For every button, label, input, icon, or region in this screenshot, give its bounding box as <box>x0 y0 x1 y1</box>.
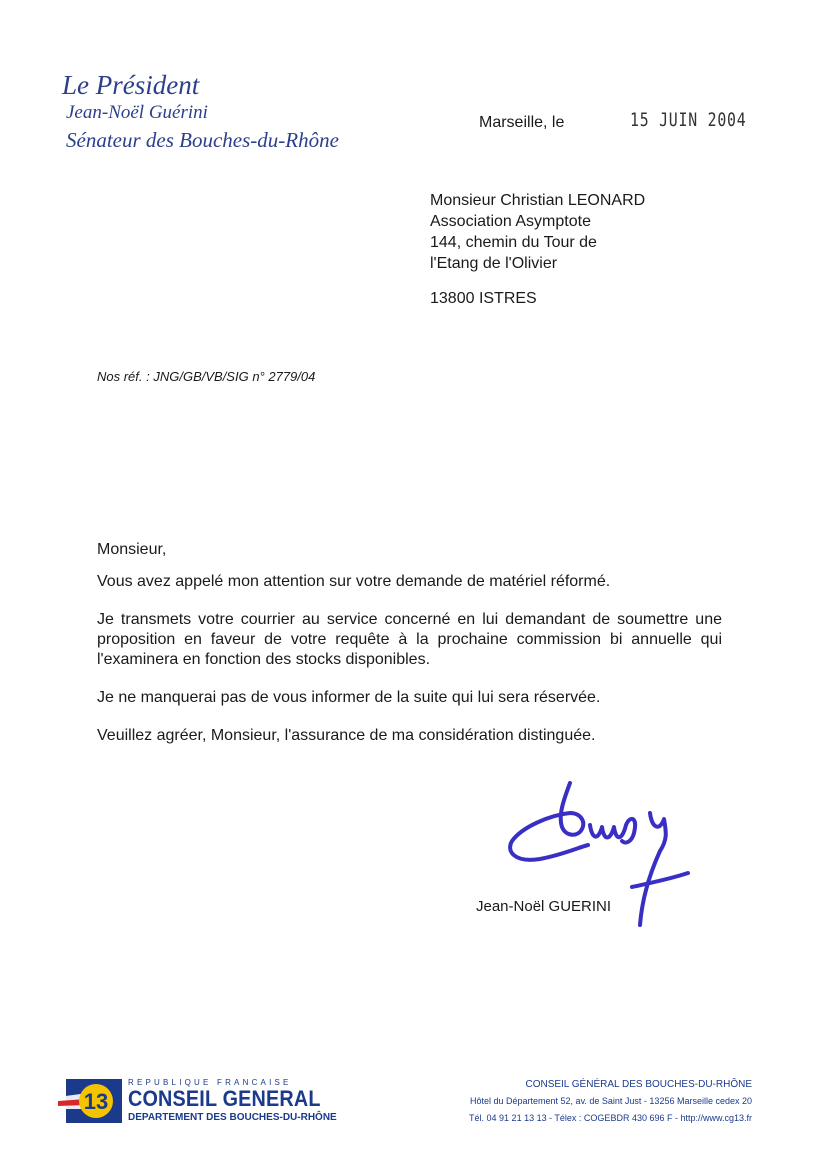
recipient-city: 13800 ISTRES <box>430 290 537 307</box>
body-paragraph: Vous avez appelé mon attention sur votre demande de matériel réformé. <box>97 573 611 590</box>
logo-republique: REPUBLIQUE FRANCAISE <box>128 1078 292 1087</box>
footer-address-line: Hôtel du Département 52, av. de Saint Just - 13256 Marseille cedex 20 <box>470 1096 752 1106</box>
logo-name: CONSEIL GENERAL <box>128 1086 321 1111</box>
conseil-general-logo-icon <box>58 1079 124 1125</box>
footer-address-line: CONSEIL GÉNÉRAL DES BOUCHES-DU-RHÔNE <box>525 1079 752 1090</box>
body-paragraph: Je transmets votre courrier au service concerné en lui demandant de soumettre une proposition en faveur de votre requête à la prochaine commission bi annuelle qui l'examinera en fonction des stocks disponibles. <box>97 611 722 668</box>
recipient-line: 144, chemin du Tour de <box>430 234 597 251</box>
footer-address <box>456 1076 752 1127</box>
recipient-address <box>430 190 645 309</box>
recipient-line: l'Etang de l'Olivier <box>430 255 558 272</box>
sender-role: Sénateur des Bouches-du-Rhône <box>66 128 339 152</box>
footer-address-line: Tél. 04 91 21 13 13 - Télex : COGEBDR 430 696 F - http://www.cg13.fr <box>469 1113 752 1123</box>
place-label: Marseille, le <box>479 114 565 131</box>
date-stamp: 15 JUIN 2004 <box>630 109 747 131</box>
sender-name: Jean-Noël Guérini <box>66 102 208 123</box>
recipient-line: Monsieur Christian LEONARD <box>430 192 646 209</box>
salutation: Monsieur, <box>97 541 167 558</box>
letter-body <box>97 540 722 764</box>
logo-department: DEPARTEMENT DES BOUCHES-DU-RHÔNE <box>128 1112 337 1123</box>
recipient-line: Association Asymptote <box>430 213 591 230</box>
reference-number: Nos réf. : JNG/GB/VB/SIG n° 2779/04 <box>97 369 316 384</box>
logo-wordmark <box>128 1078 342 1123</box>
logo-emblem-text: 13 <box>83 1089 109 1114</box>
body-paragraph: Je ne manquerai pas de vous informer de la suite qui lui sera réservée. <box>97 689 601 706</box>
letterhead-sender <box>62 70 339 154</box>
sender-title: Le Président <box>62 70 200 100</box>
signer-name: Jean-Noël GUERINI <box>476 898 612 915</box>
closing-paragraph: Veuillez agréer, Monsieur, l'assurance de ma considération distinguée. <box>97 727 596 744</box>
